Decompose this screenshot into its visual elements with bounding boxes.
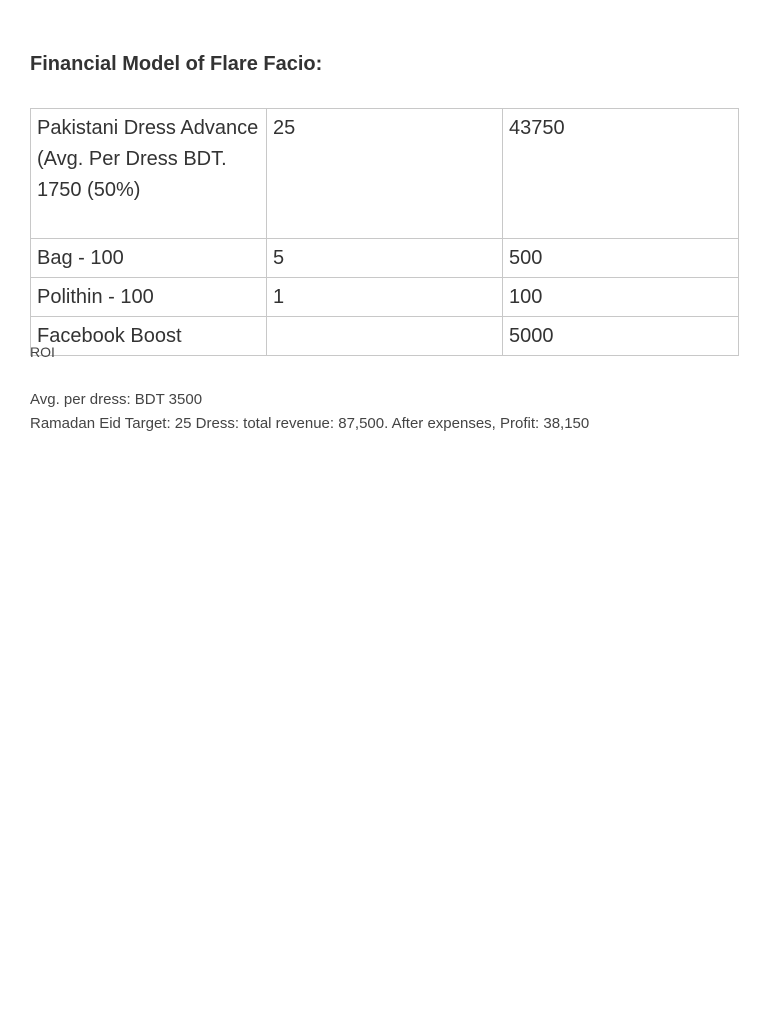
note-ramadan-target: Ramadan Eid Target: 25 Dress: total revenue: 87,500. After expenses, Profit: 38,150 xyxy=(30,415,590,432)
document-title: Financial Model of Flare Facio: xyxy=(30,53,323,75)
table-cell xyxy=(267,317,503,356)
table-cell: 500 xyxy=(503,239,739,278)
table-row xyxy=(31,109,739,239)
table-cell: 5 xyxy=(267,239,503,278)
table-cell: 25 xyxy=(267,109,503,239)
table-cell: Facebook Boost xyxy=(31,317,267,356)
table-cell: 1 xyxy=(267,278,503,317)
table-cell: Pakistani Dress Advance (Avg. Per Dress BDT. 1750 (50%) xyxy=(31,109,267,239)
table-cell: 100 xyxy=(503,278,739,317)
roi-label: ROI xyxy=(30,344,55,360)
table-cell: 43750 xyxy=(503,109,739,239)
financial-model-table xyxy=(30,108,739,356)
table-row xyxy=(31,278,739,317)
note-avg-per-dress: Avg. per dress: BDT 3500 xyxy=(30,391,203,408)
table-row xyxy=(31,317,739,356)
table-row xyxy=(31,239,739,278)
table-cell: Bag - 100 xyxy=(31,239,267,278)
table-cell: Polithin - 100 xyxy=(31,278,267,317)
table-cell: 5000 xyxy=(503,317,739,356)
